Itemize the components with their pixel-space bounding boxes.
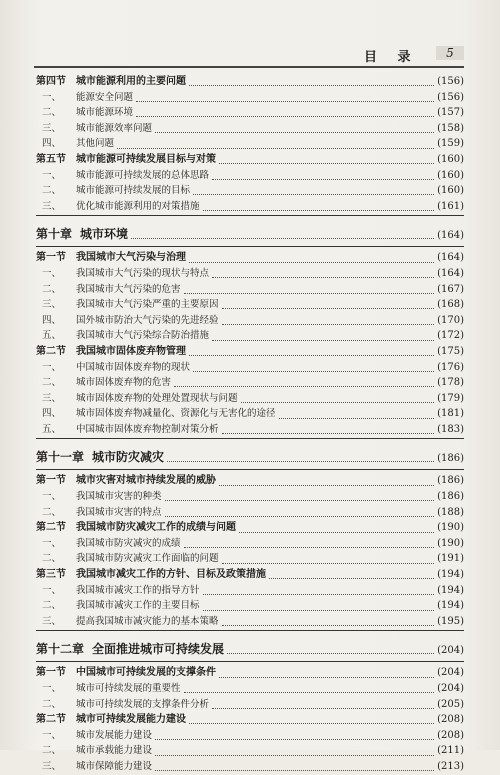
dot-leader <box>203 602 435 611</box>
toc-entry-title: 我国城市大气污染的危害 <box>76 283 181 295</box>
dot-leader <box>155 762 434 771</box>
toc-entry-title: 我国城市减灾工作的指导方针 <box>76 584 200 596</box>
toc-item-row[interactable] <box>36 282 464 298</box>
dot-leader <box>193 186 434 195</box>
toc-entry-title: 我国城市固体废弃物管理 <box>76 345 186 357</box>
toc-entry-page: (160) <box>437 153 464 165</box>
toc-entry-page: (213) <box>437 760 464 772</box>
dot-leader <box>269 570 434 579</box>
dot-leader <box>203 586 435 595</box>
dot-leader <box>193 363 434 372</box>
toc-entry-number: 三、 <box>42 760 62 772</box>
toc-entry-page: (188) <box>437 506 464 518</box>
toc-entry-number: 三、 <box>42 299 62 311</box>
chapter-divider <box>36 630 464 631</box>
toc-item-row[interactable] <box>36 297 464 313</box>
dot-leader <box>117 140 434 149</box>
toc-chapter-row[interactable] <box>36 223 464 245</box>
toc-entry-page: (186) <box>437 453 464 465</box>
toc-item-row[interactable] <box>36 360 464 376</box>
toc-entry-page: (183) <box>437 423 464 435</box>
toc-entry-number: 二、 <box>42 506 62 518</box>
toc-item-row[interactable] <box>36 583 464 599</box>
toc-section-row[interactable] <box>36 344 464 360</box>
toc-entry-page: (181) <box>437 408 464 420</box>
toc-item-row[interactable] <box>36 759 464 775</box>
toc-item-row[interactable] <box>36 90 464 106</box>
toc-entry-page: (205) <box>437 698 464 710</box>
toc-entry-number: 三、 <box>42 122 62 134</box>
toc-entry-page: (161) <box>437 200 464 212</box>
toc-entry-page: (194) <box>437 584 464 596</box>
toc-item-row[interactable] <box>36 614 464 630</box>
dot-leader <box>189 715 434 724</box>
toc-entry-title: 城市可持续发展的重要性 <box>76 683 181 694</box>
chapter-underline <box>36 661 464 662</box>
header-title: 目 录 <box>364 50 419 65</box>
toc-entry-page: (164) <box>437 252 464 264</box>
toc-entry-number: 一、 <box>42 91 62 103</box>
toc-entry-title: 能源安全问题 <box>76 91 134 103</box>
toc-entry-page: (179) <box>437 392 464 404</box>
toc-entry-title: 城市保障能力建设 <box>76 760 153 772</box>
toc-entry-number: 四、 <box>42 314 62 326</box>
chapter-divider <box>36 215 464 216</box>
toc-entry-number: 第十二章 <box>36 642 85 657</box>
toc-entry-number: 第二节 <box>36 522 66 534</box>
dot-leader <box>189 254 434 263</box>
toc-entry-title: 城市发展能力建设 <box>76 729 153 741</box>
toc-entry-page: (159) <box>437 138 464 150</box>
toc-entry-title: 我国城市大气污染综合防治措施 <box>76 330 210 342</box>
dot-leader <box>136 108 434 117</box>
toc-entry-title: 我国城市大气污染的现状与特点 <box>76 267 210 279</box>
dot-leader <box>222 617 435 626</box>
toc-entry-page: (191) <box>437 553 464 565</box>
toc-entry-title: 城市固体废弃物的处理处置现状与问题 <box>76 392 238 404</box>
toc-entry-number: 五、 <box>42 423 62 435</box>
toc-section-row[interactable] <box>36 665 464 681</box>
toc-item-row[interactable] <box>36 313 464 329</box>
toc-entry-title: 城市能源可持续发展的总体思路 <box>76 169 210 181</box>
toc-entry-page: (168) <box>437 299 464 311</box>
toc-chapter-row[interactable] <box>36 446 464 468</box>
toc-entry-number: 三、 <box>42 392 62 404</box>
toc-entry-title: 提高我国城市减灾能力的基本策略 <box>76 615 219 627</box>
toc-section-row[interactable] <box>36 473 464 489</box>
toc-item-row[interactable] <box>36 743 464 759</box>
toc-item-row[interactable] <box>36 266 464 282</box>
toc-entry-number: 第二节 <box>36 714 66 726</box>
dot-leader <box>131 230 434 239</box>
chapter-divider <box>36 438 464 439</box>
toc-entry-title: 我国城市大气污染与治理 <box>76 252 186 264</box>
dot-leader <box>239 524 434 533</box>
toc-entry-title: 国外城市防治大气污染的先进经验 <box>76 314 219 326</box>
toc-entry-number: 一、 <box>42 537 62 549</box>
toc-entry-number: 二、 <box>42 600 62 612</box>
toc-entry-number: 二、 <box>42 107 62 119</box>
dot-leader <box>212 700 434 709</box>
toc-chapter-row[interactable] <box>36 638 464 660</box>
toc-entry-number: 第三节 <box>36 569 66 581</box>
dot-leader <box>212 332 434 341</box>
toc-entry-number: 三、 <box>42 200 62 212</box>
toc-entry-page: (157) <box>437 107 464 119</box>
toc-entry-title: 我国城市大气污染严重的主要原因 <box>76 299 219 311</box>
toc-entry-number: 五、 <box>42 330 62 342</box>
toc-entry-page: (204) <box>437 667 464 679</box>
toc-item-row[interactable] <box>36 697 464 713</box>
toc-entry-title: 我国城市防灾减灾工作面临的问题 <box>76 553 219 565</box>
toc-entry-number: 第五节 <box>36 153 66 165</box>
toc-entry-title: 其他问题 <box>76 138 115 150</box>
toc-entry-title: 城市环境 <box>80 227 129 242</box>
chapter-underline <box>36 469 464 470</box>
toc-item-row[interactable] <box>36 136 464 152</box>
dot-leader <box>184 539 435 548</box>
toc-item-row[interactable] <box>36 328 464 344</box>
toc-section-row[interactable] <box>36 152 464 168</box>
toc-entry-page: (208) <box>437 714 464 726</box>
toc-entry-page: (186) <box>437 475 464 487</box>
toc-entry-page: (186) <box>437 491 464 503</box>
toc-entry-number: 第二节 <box>36 345 66 357</box>
toc-item-row[interactable] <box>36 728 464 744</box>
toc-entry-page: (194) <box>437 569 464 581</box>
dot-leader <box>219 477 434 486</box>
toc-entry-page: (156) <box>437 91 464 103</box>
dot-leader <box>203 202 435 211</box>
toc-entry-number: 第一节 <box>36 252 66 264</box>
toc-entry-page: (164) <box>437 267 464 279</box>
toc-entry-page: (156) <box>437 76 464 87</box>
dot-leader <box>189 347 434 356</box>
toc-item-row[interactable] <box>36 375 464 391</box>
toc-entry-title: 城市能源可持续发展的目标 <box>76 185 191 197</box>
toc-entry-title: 全面推进城市可持续发展 <box>92 642 225 657</box>
toc-entry-title: 城市固体废弃物的危害 <box>76 377 172 389</box>
toc-entry-number: 一、 <box>42 491 62 503</box>
toc-entry-page: (176) <box>437 361 464 373</box>
dot-leader <box>227 645 434 654</box>
toc-item-row[interactable] <box>36 183 464 199</box>
toc-entry-title: 优化城市能源利用的对策措施 <box>76 200 200 212</box>
toc-entry-number: 一、 <box>42 361 62 373</box>
toc-entry-number: 第一节 <box>36 475 66 487</box>
toc-entry-title: 城市固体废弃物减量化、资源化与无害化的途径 <box>76 408 276 420</box>
toc-item-row[interactable] <box>36 536 464 552</box>
toc-entry-title: 城市防灾减灾 <box>92 450 165 465</box>
toc-entry-number: 二、 <box>42 698 62 710</box>
toc-entry-title: 城市能源环境 <box>76 107 134 119</box>
toc-entry-title: 我国城市减灾工作的方针、目标及政策措施 <box>76 569 266 581</box>
toc-entry-title: 城市承载能力建设 <box>76 745 153 757</box>
toc-entry-page: (170) <box>437 314 464 326</box>
toc-entry-title: 城市能源可持续发展目标与对策 <box>76 153 216 165</box>
dot-leader <box>222 425 435 434</box>
table-of-contents <box>36 74 464 775</box>
chapter-underline <box>36 246 464 247</box>
dot-leader <box>136 93 434 102</box>
toc-item-row[interactable] <box>36 505 464 521</box>
toc-item-row[interactable] <box>36 489 464 505</box>
dot-leader <box>212 171 434 180</box>
toc-entry-title: 我国城市减灾工作的主要目标 <box>76 600 200 612</box>
toc-entry-page: (195) <box>437 615 464 627</box>
toc-entry-page: (175) <box>437 345 464 357</box>
toc-entry-number: 一、 <box>42 169 62 181</box>
toc-entry-title: 中国城市可持续发展的支撑条件 <box>76 667 216 679</box>
dot-leader <box>279 410 435 419</box>
toc-entry-number: 四、 <box>42 138 62 150</box>
dot-leader <box>241 394 435 403</box>
toc-item-row[interactable] <box>36 168 464 184</box>
dot-leader <box>222 300 435 309</box>
dot-leader <box>184 285 435 294</box>
dot-leader <box>222 555 435 564</box>
toc-item-row[interactable] <box>36 681 464 697</box>
toc-entry-page: (204) <box>437 645 464 657</box>
toc-item-row[interactable] <box>36 121 464 137</box>
toc-entry-number: 第一节 <box>36 667 66 679</box>
toc-entry-title: 城市灾害对城市持续发展的威胁 <box>76 475 216 487</box>
toc-entry-title: 城市能源利用的主要问题 <box>76 76 186 87</box>
toc-entry-number: 第十一章 <box>36 450 85 465</box>
toc-entry-page: (204) <box>437 683 464 694</box>
toc-section-row[interactable] <box>36 250 464 266</box>
toc-item-row[interactable] <box>36 391 464 407</box>
toc-entry-page: (194) <box>437 600 464 612</box>
toc-entry-page: (211) <box>437 745 464 757</box>
toc-entry-title: 城市可持续发展能力建设 <box>76 714 186 726</box>
toc-entry-page: (190) <box>437 537 464 549</box>
toc-entry-page: (178) <box>437 377 464 389</box>
toc-entry-number: 一、 <box>42 683 62 694</box>
dot-leader <box>165 492 435 501</box>
toc-entry-title: 城市可持续发展的支撑条件分析 <box>76 698 210 710</box>
toc-section-row[interactable] <box>36 567 464 583</box>
toc-entry-number: 二、 <box>42 377 62 389</box>
toc-entry-title: 我国城市灾害的种类 <box>76 491 162 503</box>
toc-section-row[interactable] <box>36 74 464 90</box>
toc-item-row[interactable] <box>36 551 464 567</box>
toc-entry-title: 我国城市防灾减灾工作的成绩与问题 <box>76 522 236 534</box>
dot-leader <box>184 684 435 693</box>
toc-entry-number: 二、 <box>42 185 62 197</box>
toc-entry-number: 三、 <box>42 615 62 627</box>
toc-entry-title: 城市能源效率问题 <box>76 122 153 134</box>
header-page-number: 5 <box>436 46 464 60</box>
toc-item-row[interactable] <box>36 105 464 121</box>
dot-leader <box>174 378 434 387</box>
dot-leader <box>155 124 434 133</box>
dot-leader <box>165 508 435 517</box>
dot-leader <box>155 747 434 756</box>
toc-entry-page: (172) <box>437 330 464 342</box>
toc-entry-page: (160) <box>437 169 464 181</box>
toc-entry-title: 中国城市固体废弃物的现状 <box>76 361 191 373</box>
toc-entry-number: 二、 <box>42 553 62 565</box>
toc-item-row[interactable] <box>36 406 464 422</box>
toc-entry-number: 一、 <box>42 729 62 741</box>
page-header <box>34 46 464 68</box>
toc-entry-number: 第四节 <box>36 76 66 87</box>
toc-entry-page: (160) <box>437 185 464 197</box>
toc-entry-page: (208) <box>437 729 464 741</box>
toc-item-row[interactable] <box>36 598 464 614</box>
dot-leader <box>189 77 434 86</box>
toc-section-row[interactable] <box>36 712 464 728</box>
toc-entry-number: 一、 <box>42 584 62 596</box>
dot-leader <box>212 269 434 278</box>
toc-item-row[interactable] <box>36 199 464 215</box>
toc-entry-page: (190) <box>437 522 464 534</box>
dot-leader <box>167 453 434 462</box>
dot-leader <box>222 316 435 325</box>
toc-section-row[interactable] <box>36 520 464 536</box>
dot-leader <box>219 669 434 678</box>
toc-entry-title: 我国城市防灾减灾的成绩 <box>76 537 181 549</box>
toc-entry-number: 二、 <box>42 283 62 295</box>
toc-entry-title: 我国城市灾害的特点 <box>76 506 162 518</box>
toc-entry-page: (167) <box>437 283 464 295</box>
dot-leader <box>155 731 434 740</box>
toc-entry-number: 一、 <box>42 267 62 279</box>
toc-entry-number: 二、 <box>42 745 62 757</box>
toc-entry-number: 第十章 <box>36 227 73 242</box>
toc-entry-number: 四、 <box>42 408 62 420</box>
dot-leader <box>219 155 434 164</box>
toc-entry-title: 中国城市固体废弃物控制对策分析 <box>76 423 219 435</box>
toc-item-row[interactable] <box>36 422 464 438</box>
toc-entry-page: (164) <box>437 230 464 242</box>
toc-entry-page: (158) <box>437 122 464 134</box>
